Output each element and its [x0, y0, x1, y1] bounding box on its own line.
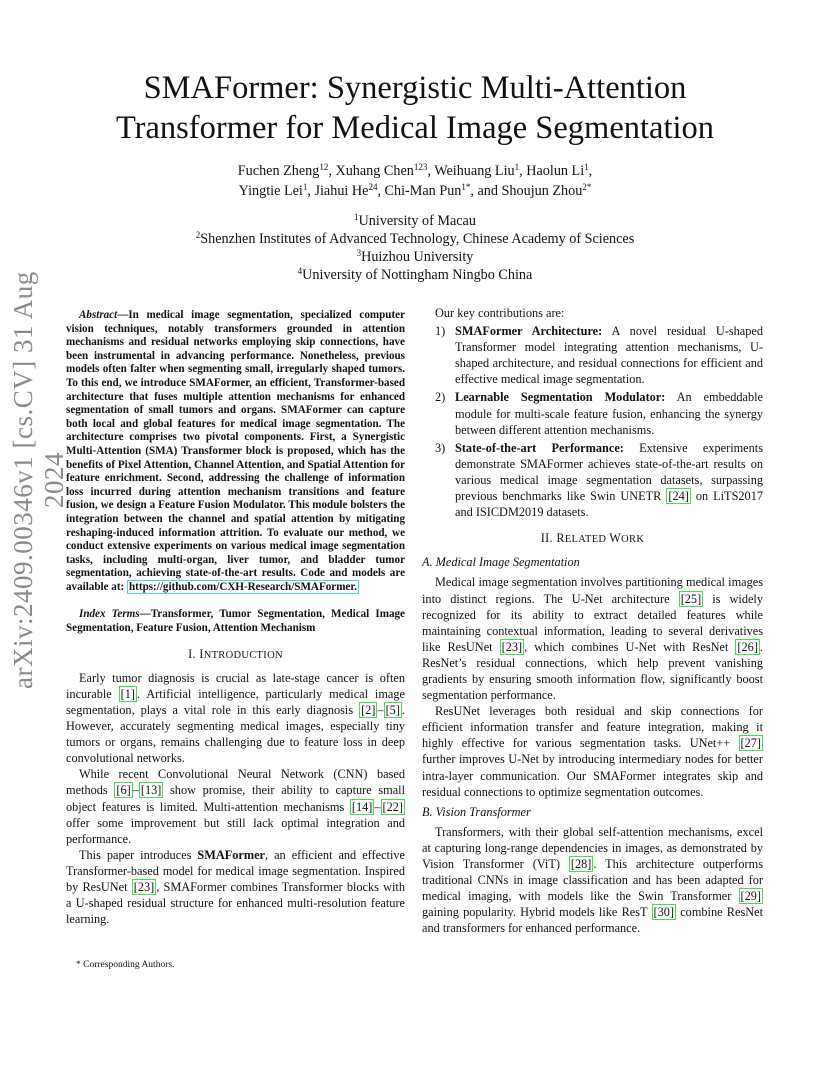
intro-paragraph-2	[66, 766, 405, 846]
citation-link[interactable]: [23]	[133, 879, 155, 894]
contribution-item	[422, 323, 763, 387]
text-run: , which combines U-Net with ResNet	[524, 639, 736, 654]
author-list	[90, 161, 740, 201]
citation-link[interactable]: [27]	[740, 736, 761, 751]
citation-link[interactable]: [13]	[140, 783, 162, 798]
affiliation-name: University of Nottingham Ningbo China	[302, 267, 533, 283]
affiliation-marker: 3	[356, 248, 362, 258]
footnote-corresponding: * Corresponding Authors.	[76, 960, 175, 970]
text-run: on LiTS2017 and ISICDM2019 datasets.	[455, 489, 764, 520]
contribution-item	[422, 389, 763, 437]
affiliation-name: University of Macau	[358, 213, 476, 229]
citation-link[interactable]: [26]	[737, 639, 758, 654]
author-affiliation-marker: 1	[514, 162, 520, 172]
related-heading-num: II.	[540, 531, 557, 546]
author-separator: ,	[307, 183, 315, 199]
text-run: Early tumor diagnosis is crucial as late-stage cancer is often incurable	[66, 670, 405, 701]
text-run: is widely recognized for its ability to extract detailed features while maintaining contextual information, leading to several derivatives like ResUNet	[422, 591, 763, 654]
subsection-heading-medical-segmentation: A. Medical Image Segmentation	[422, 555, 580, 570]
left-column	[66, 309, 405, 927]
citation-link[interactable]: [2]	[361, 702, 376, 717]
text-run: –	[377, 702, 384, 717]
citation-link[interactable]: [28]	[570, 857, 592, 871]
title-line-2: Transformer for Medical Image Segmentation	[115, 110, 715, 146]
author-line-1	[90, 161, 740, 181]
contribution-number: 2)	[435, 390, 446, 405]
text-run: Medical image segmentation involves partitioning medical images into distinct regions. The U-Net architecture	[422, 575, 763, 606]
affiliation-name: Shenzhen Institutes of Advanced Technology, Chinese Academy of Sciences	[200, 231, 635, 247]
author-affiliation-marker: 2*	[582, 182, 592, 192]
author-separator: ,	[519, 163, 527, 179]
contribution-number: 3)	[435, 440, 446, 455]
citation-link[interactable]: [29]	[740, 889, 761, 904]
right-column	[422, 305, 763, 936]
code-link[interactable]: https://github.com/CXH-Research/SMAFormer.	[129, 580, 358, 593]
author-name: Chi-Man Pun	[384, 183, 462, 199]
author-affiliation-marker: 1*	[461, 182, 471, 192]
text-run: further improves U-Net by introducing intermediary nodes for better intra-layer communication. Our SMAFormer integrates skip and residual connections to optimize segmentation outcomes.	[422, 752, 763, 799]
affiliation	[90, 230, 740, 248]
text-run: A novel residual U-shaped Transformer model integrating attention mechanisms, U-shaped architecture, and residual connections for efficient and effective medical image segmentation.	[455, 324, 763, 387]
author-separator: ,	[377, 183, 385, 199]
intro-paragraph-3	[66, 847, 405, 927]
contribution-number: 1)	[435, 324, 446, 339]
citation-link[interactable]: [14]	[351, 799, 373, 814]
contributions-intro: Our key contributions are:	[435, 306, 565, 320]
related-b-paragraph-1	[422, 824, 763, 937]
intro-paragraph-1	[66, 670, 405, 767]
index-terms-label: Index Terms	[79, 608, 140, 621]
author-name: Xuhang Chen	[335, 163, 414, 179]
text-run: . However, accurately segmenting medical images, especially tiny tumors or organs, remains challenging due to feature loss in deep convolutional networks.	[66, 702, 405, 766]
author-separator: ,	[588, 163, 593, 179]
text-run: An embeddable module for multi-scale feature fusion, enhancing the synergy between different attention mechanisms.	[455, 390, 764, 437]
author-affiliation-marker: 12	[319, 162, 329, 172]
author-line-2	[90, 181, 740, 201]
related-heading-first-2: W	[609, 531, 622, 546]
citation-link[interactable]: [5]	[385, 702, 400, 717]
text-run: , SMAFormer combines Transformer blocks with a U-shaped residual structure for enhanced multi-resolution feature learning.	[66, 879, 405, 927]
affiliation	[90, 212, 740, 230]
text-run: . Artificial intelligence, particularly medical image segmentation, plays a vital role in this early diagnosis	[66, 686, 405, 717]
citation-link[interactable]: [30]	[653, 905, 675, 920]
author-separator: ,	[427, 163, 435, 179]
bold-text: SMAFormer	[197, 847, 266, 862]
author-affiliation-marker: 123	[413, 162, 428, 172]
author-affiliation-marker: 24	[368, 182, 378, 192]
text-run: ResUNet leverages both residual and skip connections for efficient information transfer and feature integration, making it highly effective for various segmentation tasks. UNet++	[422, 704, 763, 751]
contribution-item	[422, 440, 763, 520]
citation-link[interactable]: [1]	[120, 686, 135, 701]
text-run: –	[132, 783, 139, 798]
affiliation	[90, 248, 740, 266]
related-a-paragraph-1	[422, 574, 763, 703]
intro-heading-rest: NTRODUCTION	[203, 649, 283, 661]
author-affiliation-marker: 1	[584, 162, 589, 172]
text-run: show promise, their ability to capture small object features is limited. Multi-attention mechanisms	[66, 783, 405, 814]
affiliation-list	[90, 212, 740, 284]
citation-link[interactable]: [24]	[668, 489, 689, 504]
abstract-label: Abstract	[79, 309, 118, 321]
text-run: gaining popularity. Hybrid models like ResT	[422, 905, 652, 920]
affiliation-marker: 1	[354, 212, 359, 222]
citation-link[interactable]: [23]	[501, 639, 523, 654]
text-run: While recent Convolutional Neural Network (CNN) based methods	[66, 767, 405, 798]
text-run: –	[374, 799, 381, 814]
text-run: combine ResNet and transformers for enhanced performance.	[422, 905, 763, 936]
text-run: . ResNet’s residual connections, which help prevent vanishing gradients by ensuring smooth information flow, significantly boost segmentation performance.	[422, 639, 763, 703]
bold-text: State-of-the-art Performance:	[455, 440, 624, 455]
affiliation	[90, 266, 740, 284]
abstract-text: —In medical image segmentation, specialized computer vision techniques, notably transformers grounded in attention mechanisms and residual networks employing skip connections, have been instrumental in advancing performance. Nonetheless, previous models often falter when segmenting small, irregularly shaped tumors. To this end, we introduce SMAFormer, an efficient, Transformer-based architecture that fuses multiple attention mechanisms for enhanced segmentation of small tumors and organs. SMAFormer can capture both local and global features for medical image segmentation. The architecture comprises two pivotal components. First, a Synergistic Multi-Attention (SMA) Transformer block is proposed, which has the benefits of Pixel Attention, Channel Attention, and Spatial Attention for feature enrichment. Second, addressing the challenge of information loss incurred during attention mechanism transitions and feature fusion, we design a Feature Fusion Modulator. This module bolsters the integration between the channel and spatial attention by mitigating reshaping-induced information attrition. To evaluate our method, we conduct extensive experiments on various medical image segmentation tasks, including multi-organ, liver tumor, and bladder tumor segmentation, achieving state-of-the-art results. Code and models are available at:	[66, 309, 405, 593]
section-heading-introduction	[66, 646, 405, 664]
contribution-list	[422, 323, 763, 520]
affiliation-name: Huizhou University	[361, 249, 474, 265]
affiliation-marker: 4	[297, 266, 303, 276]
author-affiliation-marker: 1	[302, 182, 308, 192]
text-run: offer some improvement but still lack optimal integration and performance.	[66, 815, 405, 846]
arxiv-identifier-stamp: arXiv:2409.00346v1 [cs.CV] 31 Aug 2024	[8, 271, 69, 689]
index-terms-text: —Transformer, Tumor Segmentation, Medical Image Segmentation, Feature Fusion, Attention Mechanism	[66, 608, 405, 635]
citation-link[interactable]: [25]	[680, 591, 702, 606]
related-heading-rest-1: ELATED	[564, 534, 610, 546]
text-run: Extensive experiments demonstrate SMAFormer achieves state-of-the-art results on various medical image segmentation datasets, surpassing previous benchmarks like Swin UNETR	[455, 440, 763, 504]
author-name: Fuchen Zheng	[237, 163, 320, 179]
intro-heading-first: I	[199, 646, 204, 661]
author-name: Haolun Li	[526, 163, 585, 179]
related-heading-first-1: R	[556, 531, 565, 546]
text-run: This paper introduces	[79, 847, 198, 862]
author-separator: , and	[470, 183, 502, 199]
index-terms	[66, 608, 405, 635]
intro-heading-num: I.	[188, 646, 200, 661]
abstract	[66, 309, 405, 594]
author-name: Jiahui He	[314, 183, 369, 199]
text-run: , an efficient and effective Transformer-based model for medical image segmentation. Inspired by ResUNet	[66, 847, 405, 894]
text-run: Transformers, with their global self-attention mechanisms, excel at capturing long-range dependencies in images, as demonstrated by Vision Transformer (ViT)	[422, 824, 763, 871]
bold-text: SMAFormer Architecture:	[455, 324, 603, 339]
author-name: Weihuang Liu	[434, 163, 515, 179]
title-line-1: SMAFormer: Synergistic Multi-Attention	[143, 70, 687, 106]
section-heading-related-work	[422, 530, 763, 548]
text-run: . This architecture outperforms traditional CNNs in image classification and has been adapted for medical imaging, with models like the Swin Transformer	[422, 857, 763, 904]
citation-link[interactable]: [22]	[382, 799, 403, 814]
author-name: Shoujun Zhou	[501, 183, 583, 199]
bold-text: Learnable Segmentation Modulator:	[455, 390, 666, 405]
subsection-heading-vision-transformer: B. Vision Transformer	[422, 804, 531, 819]
related-heading-rest-2: ORK	[621, 534, 645, 546]
citation-link[interactable]: [6]	[116, 783, 131, 798]
related-a-paragraph-2	[422, 703, 763, 800]
author-name: Yingtie Lei	[238, 183, 303, 199]
paper-title	[80, 68, 750, 148]
affiliation-marker: 2	[195, 230, 201, 240]
author-separator: ,	[328, 163, 336, 179]
